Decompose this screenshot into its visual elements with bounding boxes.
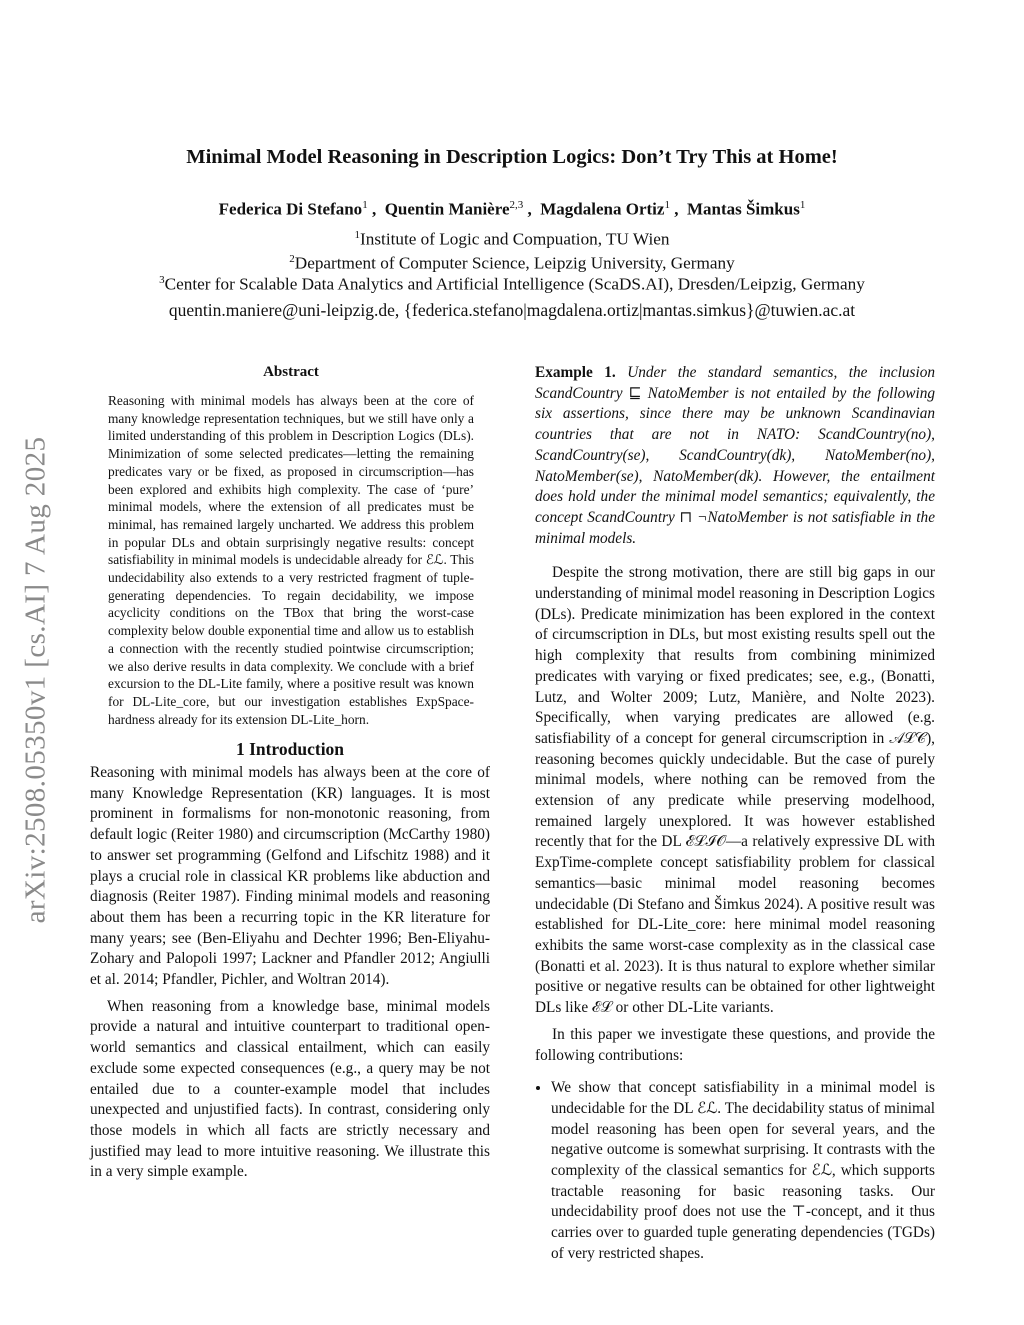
author-name: Mantas Šimkus bbox=[686, 199, 800, 219]
paper-title: Minimal Model Reasoning in Description Logics: Don’t Try This at Home! bbox=[186, 146, 838, 168]
paragraph: When reasoning from a knowledge base, minimal models provide a natural and intuitive counterpart to traditional open-world semantics and classical entailment, which can easily exclude some expected consequences (e.g., a query may be not entailed due to a counter-example model that includes unexpected and unjustified facts). In contrast, considering only those models in which all facts are strictly necessary and justified may lead to more intuitive reasoning. We illustrate this in a very simple example. bbox=[90, 997, 490, 1181]
arxiv-identifier: arXiv:2508.05350v1 [cs.AI] 7 Aug 2025 bbox=[19, 436, 52, 924]
affiliation-text: Institute of Logic and Compuation, TU Wien bbox=[360, 229, 670, 249]
example-label: Example 1. bbox=[535, 364, 616, 381]
paragraph: In this paper we investigate these questions, and provide the following contributions: bbox=[535, 1025, 935, 1064]
left-column bbox=[90, 763, 490, 1183]
affiliation bbox=[0, 229, 1024, 250]
author-affiliation-mark: 2,3 bbox=[509, 199, 524, 211]
affiliation-number: 2 bbox=[289, 253, 295, 265]
author-affiliation-mark: 1 bbox=[664, 199, 670, 211]
paragraph: Reasoning with minimal models has always been at the core of many Knowledge Representation (KR) languages. It is most prominent in formalisms for non-monotonic reasoning, from default logic (Reiter 1980) and circumscription (McCarthy 1980) to answer set programming (Gelfond and Lifschitz 1988) and it plays a crucial role in classical KR problems like abduction and diagnosis (Reiter 1987). Finding minimal models and reasoning about them has been a recurring topic in the KR literature for many years; see (Ben-Eliyahu and Dechter 1996; Ben-Eliyahu-Zohary and Palopoli 1997; Lackner and Pfandler 2012; Angiulli et al. 2014; Pfandler, Pichler, and Woltran 2014). bbox=[90, 764, 490, 989]
example-text: Under the standard semantics, the inclusion ScandCountry ⊑ NatoMember is not entailed by the following six assertions, since there may be unknown Scandinavian countries that are not in NATO: ScandCountry(no), ScandCountry(se), ScandCountry(dk), NatoMember(no), NatoMember(se), NatoMember(dk). However, the entailment does hold under the minimal model semantics; equivalently, the concept ScandCountry ⊓ ¬NatoMember is not satisfiable in the minimal models. bbox=[535, 364, 935, 547]
author-name: Federica Di Stefano bbox=[218, 199, 363, 219]
author-affiliation-mark: 1 bbox=[799, 199, 806, 211]
example-block bbox=[535, 363, 935, 549]
abstract-heading: Abstract bbox=[263, 364, 319, 380]
contribution-list bbox=[535, 1078, 935, 1264]
paragraph: Despite the strong motivation, there are still big gaps in our understanding of minimal model reasoning in Description Logics (DLs). Predicate minimization has been explored in the context of circumscription in DLs, but most existing results spell out the high complexity that results from combining minimized predicates with varying or fixed predicates; see, e.g., (Bonatti, Lutz, and Wolter 2009; Lutz, Manière, and Nolte 2023). Specifically, when varying predicates are allowed (e.g. satisfiability of a concept for general circumscription in 𝒜ℒ𝒞), reasoning becomes quickly undecidable. But the case of purely minimal models, where nothing can be removed from the extension of any predicate while preserving modelhood, remained largely unexplored. It was however established recently that for the DL ℰℒℐ𝒪—a relatively expressive DL with ExpTime-complete concept satisfiability problem for classical semantics—basic minimal model reasoning becomes undecidable (Di Stefano and Šimkus 2024). A positive result was established for DL-Lite_core: here minimal model reasoning exhibits the same worst-case complexity as in the classical case (Bonatti et al. 2023). It is thus natural to explore whether similar positive or negative results can be obtained for other lightweight DLs like ℰℒ or other DL-Lite variants. bbox=[535, 564, 935, 1017]
list-item: • We show that concept satisfiability in a minimal model is undecidable for the DL ℰℒ. The decidability status of minimal model reasoning has been open for several years, and the negative outcome is somewhat surprising. It contrasts with the complexity of the classical semantics for ℰℒ, which supports tractable reasoning for basic reasoning tasks. Our undecidability proof does not use the ⊤-concept, and it thus carries over to guarded tuple generating dependencies (TGDs) of very restricted shapes. bbox=[551, 1078, 935, 1264]
affiliation-number: 3 bbox=[159, 274, 165, 286]
arxiv-side-label bbox=[6, 380, 66, 980]
abstract-text: Reasoning with minimal models has always been at the core of many knowledge representation techniques, but we still have only a limited understanding of this problem in Description Logics (DLs). Minimization of some selected predicates—letting the remaining predicates vary or be fixed, as proposed in circumscription—has been explored and exhibits high complexity. The case of ‘pure’ minimal models, where the extension of all predicates must be minimal, has remained largely uncharted. We address this problem in popular DLs and obtain surprisingly negative results: concept satisfiability in minimal models is undecidable already for ℰℒ. This undecidability also extends to a very restricted fragment of tuple-generating dependencies. To regain decidability, we impose acyclicity conditions on the TBox that bring the worst-case complexity below double exponential time and allow us to establish a connection with the recently studied pointwise circumscription; we also derive results in data complexity. We conclude with a brief excursion to the DL-Lite family, where a positive result was known for DL-Lite_core, but our investigation establishes ExpSpace-hardness already for its extension DL-Lite_horn. bbox=[108, 393, 474, 727]
author-name: Magdalena Ortiz bbox=[540, 199, 665, 219]
email-line: quentin.maniere@uni-leipzig.de, {federica.stefano|magdalena.ortiz|mantas.simkus}@tuwien.ac.at bbox=[168, 300, 856, 320]
affiliation-text: Center for Scalable Data Analytics and Artificial Intelligence (ScaDS.AI), Dresden/Leipzig, Germany bbox=[164, 274, 865, 294]
affiliation-text: Department of Computer Science, Leipzig University, Germany bbox=[294, 253, 735, 273]
section-heading: 1 Introduction bbox=[235, 739, 345, 759]
author-affiliation-mark: 1 bbox=[362, 199, 368, 211]
author-name: Quentin Manière bbox=[384, 199, 510, 219]
right-column bbox=[535, 363, 935, 1265]
affiliation-number: 1 bbox=[354, 229, 361, 241]
affiliation bbox=[0, 253, 1024, 274]
affiliation bbox=[0, 274, 1024, 295]
author-list: Federica Di Stefano$^1$ , Quentin Manière$^{2,3}$ , Magdalena Ortiz$^1$ , Mantas Šimkus$^1$ bbox=[218, 199, 806, 219]
